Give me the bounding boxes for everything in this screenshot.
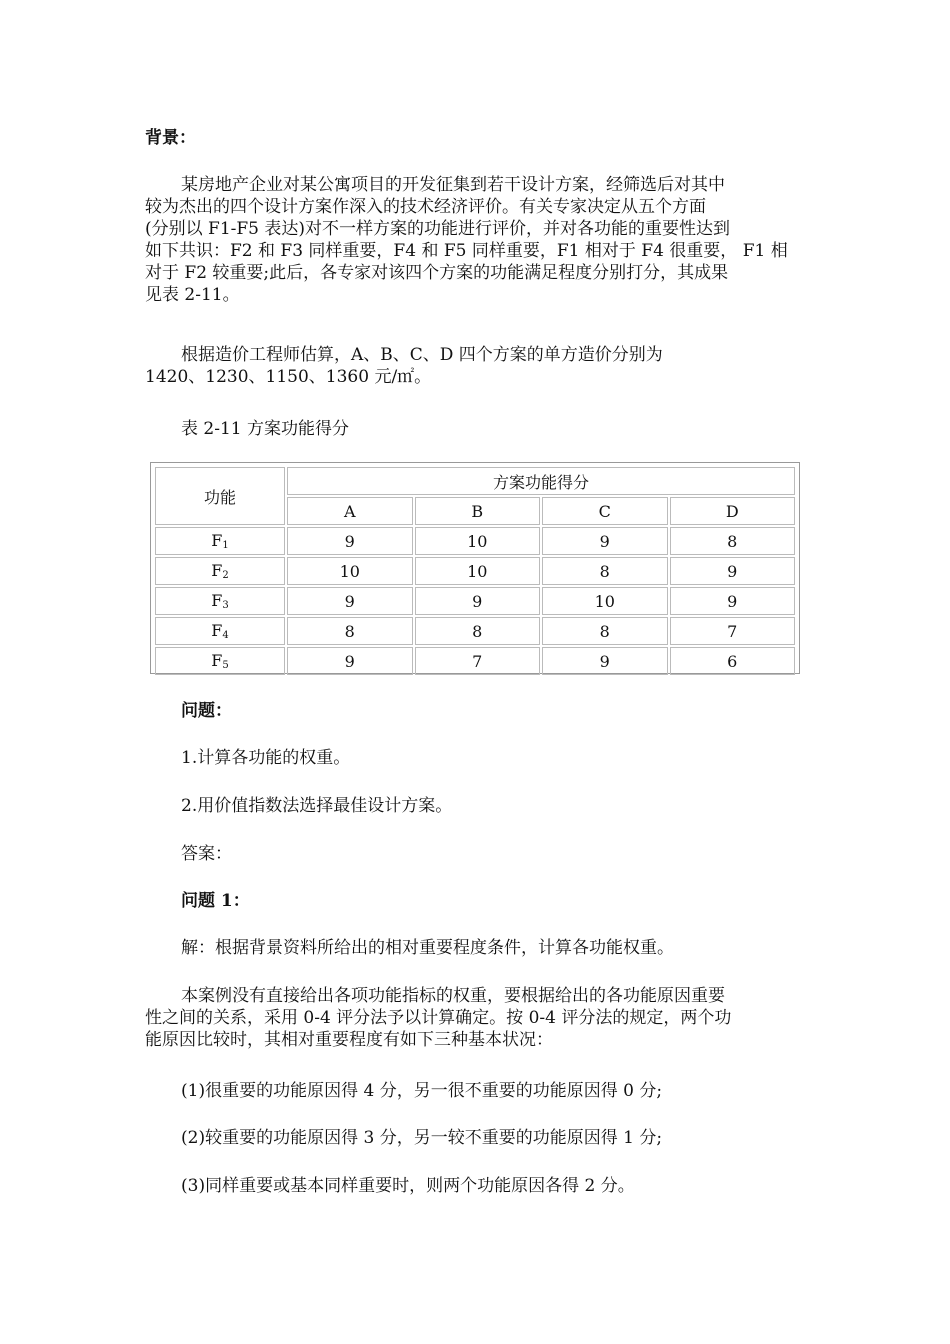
solution-intro: 解：根据背景资料所给出的相对重要程度条件，计算各功能权重。 <box>181 938 674 958</box>
score-cell: 10 <box>542 587 668 615</box>
column-header-c: C <box>542 497 668 525</box>
paragraph-line: 对于 F2 较重要;此后，各专家对该四个方案的功能满足程度分别打分，其成果 <box>145 263 729 283</box>
score-cell: 7 <box>415 647 541 675</box>
score-cell: 10 <box>415 527 541 555</box>
explanation-paragraph <box>145 985 805 1051</box>
rule-2: (2)较重要的功能原因得 3 分，另一较不重要的功能原因得 1 分; <box>181 1128 663 1148</box>
paragraph-line: 较为杰出的四个设计方案作深入的技术经济评价。有关专家决定从五个方面 <box>145 197 706 217</box>
column-header-b: B <box>415 497 541 525</box>
score-cell: 9 <box>287 527 413 555</box>
rule-1: (1)很重要的功能原因得 4 分，另一很不重要的功能原因得 0 分; <box>181 1081 663 1101</box>
score-cell: 9 <box>287 647 413 675</box>
question-2: 2.用价值指数法选择最佳设计方案。 <box>181 796 453 816</box>
score-cell: 6 <box>670 647 796 675</box>
score-cell: 8 <box>670 527 796 555</box>
question-1-heading: 问题 1： <box>181 891 250 911</box>
paragraph-line: 见表 2-11。 <box>145 285 240 305</box>
paragraph-line: 性之间的关系，采用 0-4 评分法予以计算确定。按 0-4 评分法的规定，两个功 <box>145 1008 732 1028</box>
score-cell: 7 <box>670 617 796 645</box>
score-cell: 10 <box>415 557 541 585</box>
paragraph-line: 根据造价工程师估算，A、B、C、D 四个方案的单方造价分别为 <box>181 345 663 365</box>
column-header-d: D <box>670 497 796 525</box>
paragraph-line: (分别以 F1-F5 表达)对不一样方案的功能进行评价，并对各功能的重要性达到 <box>145 219 731 239</box>
answer-label: 答案： <box>181 844 232 864</box>
header-function: 功能 <box>155 467 285 525</box>
row-function-label: $F_1$ <box>155 527 285 555</box>
background-heading: 背景： <box>145 128 196 148</box>
score-cell: 8 <box>542 617 668 645</box>
table-caption: 表 2-11 方案功能得分 <box>181 419 349 439</box>
questions-heading: 问题： <box>181 701 232 721</box>
function-score-table <box>150 462 800 674</box>
row-function-label: $F_3$ <box>155 587 285 615</box>
score-cell: 9 <box>415 587 541 615</box>
score-cell: 9 <box>670 587 796 615</box>
paragraph-line: 1420、1230、1150、1360 元/㎡。 <box>145 367 432 387</box>
score-cell: 8 <box>415 617 541 645</box>
score-cell: 9 <box>670 557 796 585</box>
score-cell: 10 <box>287 557 413 585</box>
row-function-label: $F_5$ <box>155 647 285 675</box>
column-header-a: A <box>287 497 413 525</box>
table-row <box>155 527 795 555</box>
question-1: 1.计算各功能的权重。 <box>181 748 351 768</box>
score-cell: 9 <box>542 527 668 555</box>
table-row <box>155 557 795 585</box>
score-cell: 8 <box>542 557 668 585</box>
table-row <box>155 617 795 645</box>
table-row <box>155 647 795 675</box>
table-row <box>155 587 795 615</box>
score-cell: 9 <box>542 647 668 675</box>
header-group: 方案功能得分 <box>287 467 795 495</box>
score-cell: 8 <box>287 617 413 645</box>
row-function-label: $F_2$ <box>155 557 285 585</box>
rule-3: (3)同样重要或基本同样重要时，则两个功能原因各得 2 分。 <box>181 1176 635 1196</box>
score-cell: 9 <box>287 587 413 615</box>
row-function-label: $F_4$ <box>155 617 285 645</box>
paragraph-line: 如下共识：F2 和 F3 同样重要，F4 和 F5 同样重要，F1 相对于 F4 很重要， F1 相 <box>145 241 788 261</box>
paragraph-line: 某房地产企业对某公寓项目的开发征集到若干设计方案，经筛选后对其中 <box>181 175 725 195</box>
paragraph-line: 本案例没有直接给出各项功能指标的权重，要根据给出的各功能原因重要 <box>181 986 725 1006</box>
paragraph-line: 能原因比较时，其相对重要程度有如下三种基本状况： <box>145 1030 553 1050</box>
background-paragraph-2 <box>145 344 805 388</box>
background-paragraph-1 <box>145 174 805 306</box>
